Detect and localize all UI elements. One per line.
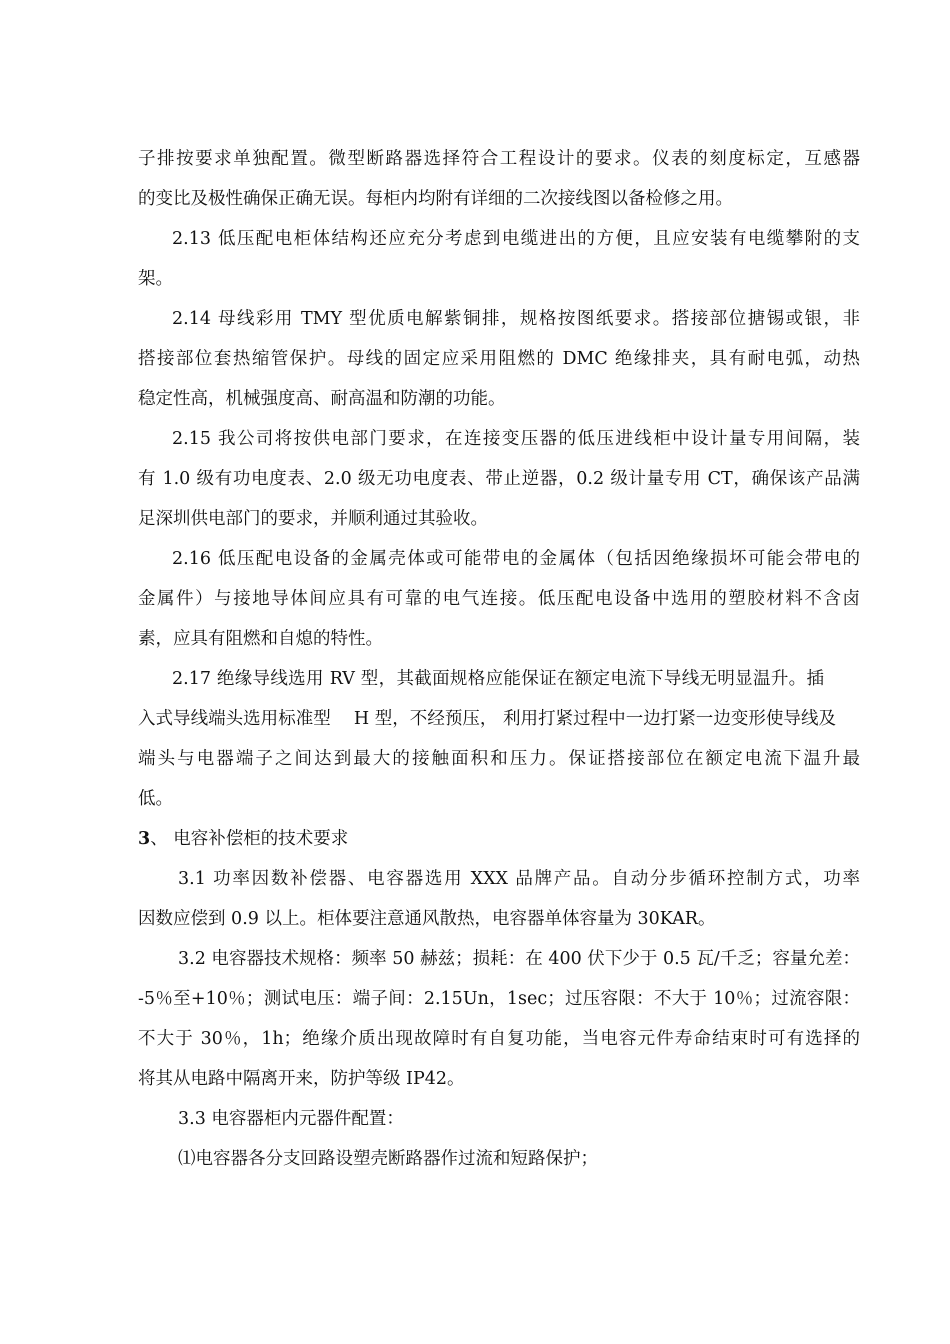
paragraph-line: 因数应偿到 0.9 以上。柜体要注意通风散热，电容器单体容量为 30KAR。: [138, 909, 716, 929]
section-number: 3: [138, 829, 151, 849]
paragraph-line: 不大于 30％，1h；绝缘介质出现故障时有自复功能，当电容元件寿命结束时可有选择的: [138, 1029, 860, 1049]
list-item: ⑴电容器各分支回路设塑壳断路器作过流和短路保护；: [178, 1149, 598, 1169]
paragraph-line: 端头与电器端子之间达到最大的接触面积和压力。保证搭接部位在额定电流下温升最: [138, 749, 860, 769]
paragraph-line: 2.15 我公司将按供电部门要求，在连接变压器的低压进线柜中设计量专用间隔，装: [172, 429, 860, 449]
paragraph-line: -5％至+10％；测试电压：端子间：2.15Un，1sec；过压容限：不大于 10％；过流容限：: [138, 989, 860, 1009]
paragraph-line: 入式导线端头选用标准型 H 型，不经预压， 利用打紧过程中一边打紧一边变形使导线及: [138, 709, 836, 729]
paragraph-line: 搭接部位套热缩管保护。母线的固定应采用阻燃的 DMC 绝缘排夹，具有耐电弧，动热: [138, 349, 860, 369]
paragraph-line: 素，应具有阻燃和自熄的特性。: [138, 629, 383, 649]
paragraph-line: 架。: [138, 269, 173, 289]
paragraph-line: 2.14 母线彩用 TMY 型优质电解紫铜排，规格按图纸要求。搭接部位搪锡或银，非: [172, 309, 860, 329]
paragraph-line: 金属件）与接地导体间应具有可靠的电气连接。低压配电设备中选用的塑胶材料不含卤: [138, 589, 860, 609]
paragraph-line: 将其从电路中隔离开来，防护等级 IP42。: [138, 1069, 465, 1089]
paragraph-line: 3.3 电容器柜内元器件配置：: [178, 1109, 404, 1129]
paragraph-line: 足深圳供电部门的要求，并顺利通过其验收。: [138, 509, 488, 529]
paragraph-line: 3.2 电容器技术规格：频率 50 赫兹；损耗：在 400 伏下少于 0.5 瓦/千乏；容量允差：: [178, 949, 860, 969]
paragraph-line: 有 1.0 级有功电度表、2.0 级无功电度表、带止逆器，0.2 级计量专用 CT，确保该产品满: [138, 469, 860, 489]
paragraph-line: 2.17 绝缘导线选用 RV 型，其截面规格应能保证在额定电流下导线无明显温升。插: [172, 669, 824, 689]
paragraph-line: 3.1 功率因数补偿器、电容器选用 XXX 品牌产品。自动分步循环控制方式，功率: [178, 869, 860, 889]
paragraph-line: 低。: [138, 789, 173, 809]
paragraph-line: 稳定性高，机械强度高、耐高温和防潮的功能。: [138, 389, 506, 409]
paragraph-line: 子排按要求单独配置。微型断路器选择符合工程设计的要求。仪表的刻度标定，互感器: [138, 149, 860, 169]
section-heading: [138, 827, 860, 851]
paragraph-line: 的变比及极性确保正确无误。每柜内均附有详细的二次接线图以备检修之用。: [138, 189, 733, 209]
paragraph-line: 2.16 低压配电设备的金属壳体或可能带电的金属体（包括因绝缘损坏可能会带电的: [172, 549, 860, 569]
section-title: 、 电容补偿柜的技术要求: [150, 829, 349, 849]
paragraph-line: 2.13 低压配电柜体结构还应充分考虑到电缆进出的方便，且应安装有电缆攀附的支: [172, 229, 860, 249]
